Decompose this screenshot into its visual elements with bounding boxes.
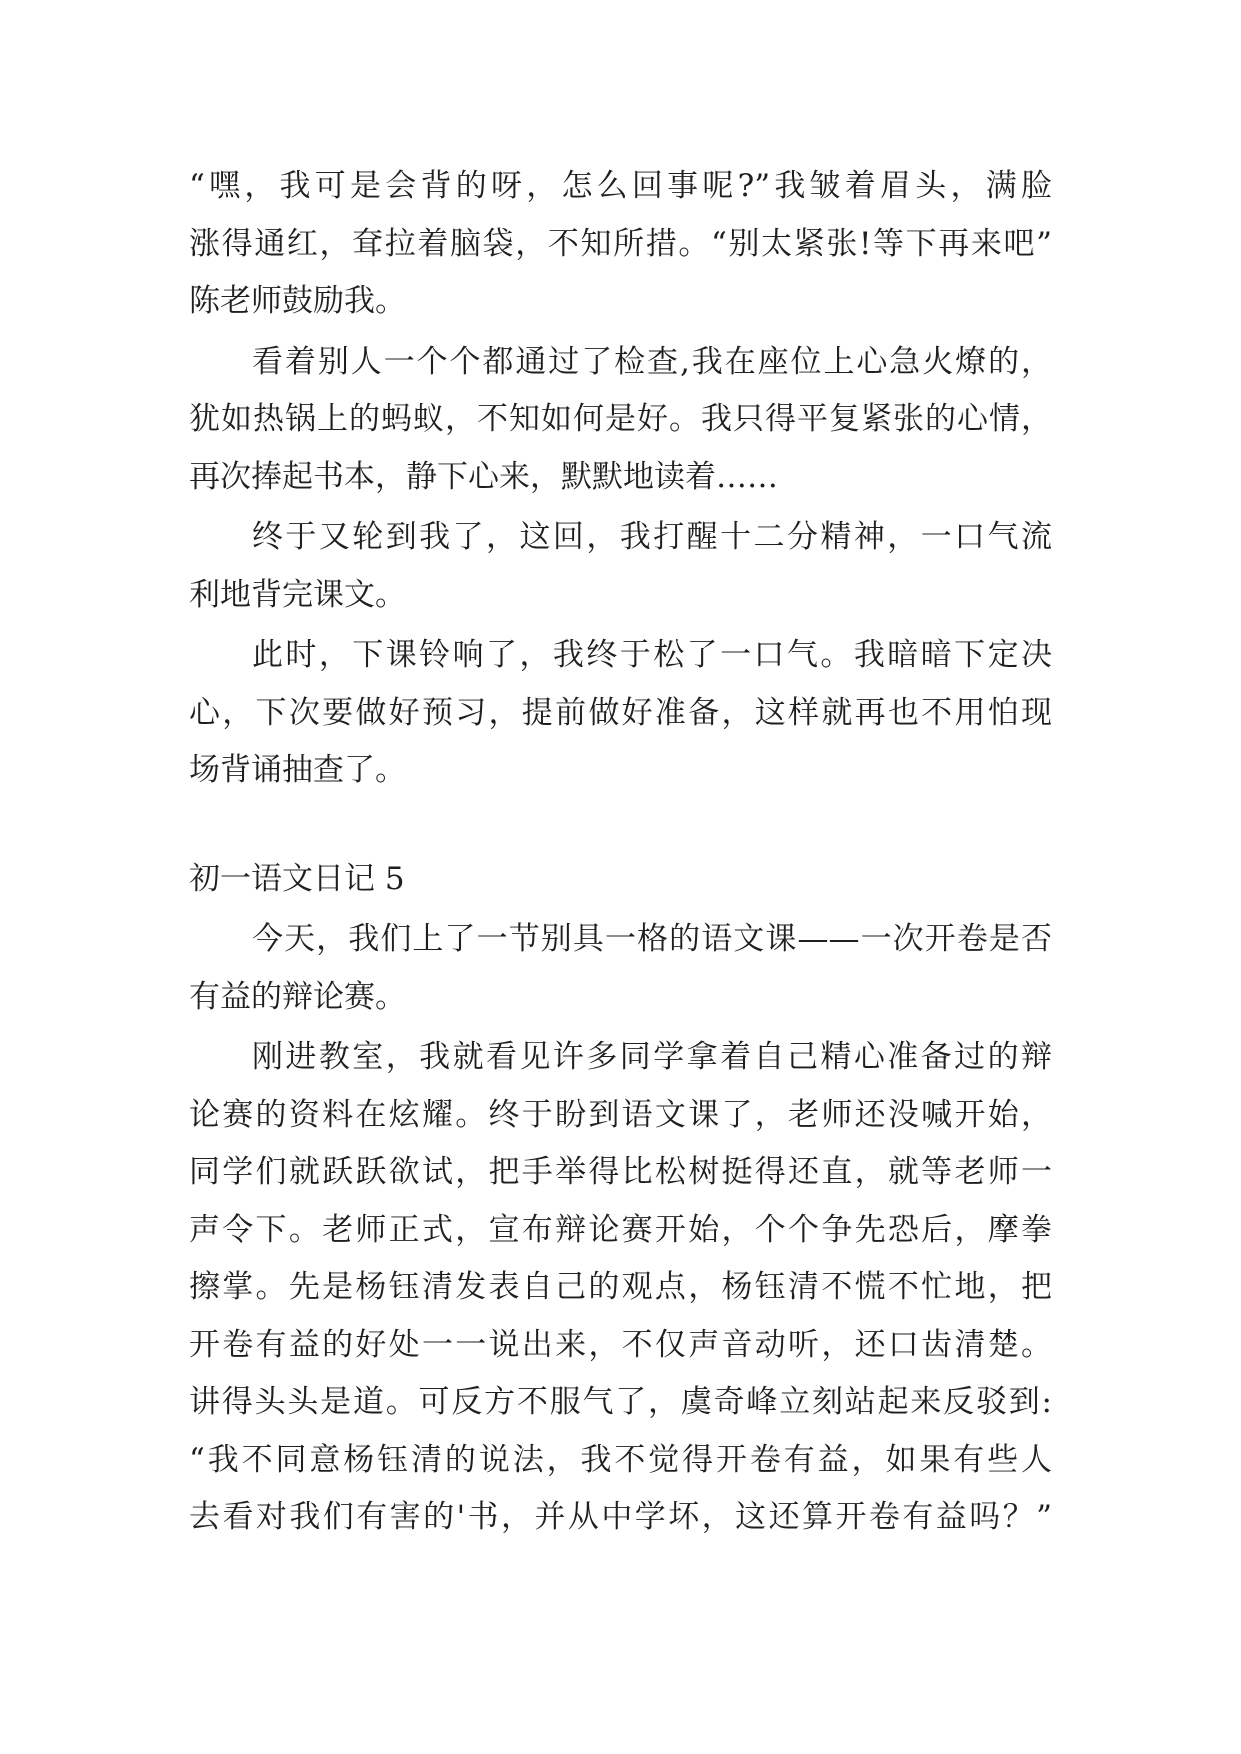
text-line: 擦掌。先是杨钰清发表自己的观点，杨钰清不慌不忙地，把: [189, 1269, 1052, 1305]
text-line: 再次捧起书本，静下心来，默默地读着……: [189, 458, 778, 495]
text-line: 去看对我们有害的'书，并从中学坏，这还算开卷有益吗？”: [189, 1499, 1052, 1535]
text-line: 今天，我们上了一节别具一格的语文课——一次开卷是否: [252, 921, 1052, 957]
paragraph: [189, 334, 1052, 507]
text-line: 涨得通红，耷拉着脑袋，不知所措。“别太紧张!等下再来吧”: [189, 225, 1052, 262]
text-line: “嘿，我可是会背的呀，怎么回事呢?”我皱着眉头，满脸: [189, 168, 1052, 204]
text-line: 讲得头头是道。可反方不服气了，虞奇峰立刻站起来反驳到:: [189, 1384, 1052, 1420]
paragraph: [189, 627, 1052, 800]
text-line: 看着别人一个个都通过了检查,我在座位上心急火燎的，: [252, 343, 1052, 380]
text-line: 此时，下课铃响了，我终于松了一口气。我暗暗下定决: [252, 637, 1052, 673]
paragraph: [189, 509, 1052, 624]
text-line: “我不同意杨钰清的说法，我不觉得开卷有益，如果有些人: [189, 1441, 1052, 1478]
text-line: 利地背完课文。: [189, 576, 406, 613]
text-line: 陈老师鼓励我。: [189, 283, 406, 319]
text-line: 终于又轮到我了，这回，我打醒十二分精神，一口气流: [252, 519, 1052, 555]
text-line: 开卷有益的好处一一说出来，不仅声音动听，还口齿清楚。: [189, 1326, 1052, 1363]
text-line: 有益的辩论赛。: [189, 978, 406, 1015]
text-line: 声令下。老师正式，宣布辩论赛开始，个个争先恐后，摩拳: [189, 1211, 1052, 1248]
section-title: 初一语文日记 5: [189, 860, 405, 897]
text-line: 同学们就跃跃欲试，把手举得比松树挺得还直，就等老师一: [189, 1154, 1052, 1190]
text-line: 犹如热锅上的蚂蚁，不知如何是好。我只得平复紧张的心情，: [189, 401, 1052, 437]
document-page: [189, 158, 1052, 1547]
text-line: 刚进教室，我就看见许多同学拿着自己精心准备过的辩: [252, 1039, 1052, 1075]
paragraph: [189, 911, 1052, 1026]
text-line: 论赛的资料在炫耀。终于盼到语文课了，老师还没喊开始，: [189, 1096, 1052, 1133]
text-line: 场背诵抽查了。: [189, 752, 406, 788]
text-line: 心，下次要做好预习，提前做好准备，这样就再也不用怕现: [189, 694, 1052, 731]
paragraph: [189, 158, 1052, 331]
paragraph: [189, 1029, 1052, 1547]
